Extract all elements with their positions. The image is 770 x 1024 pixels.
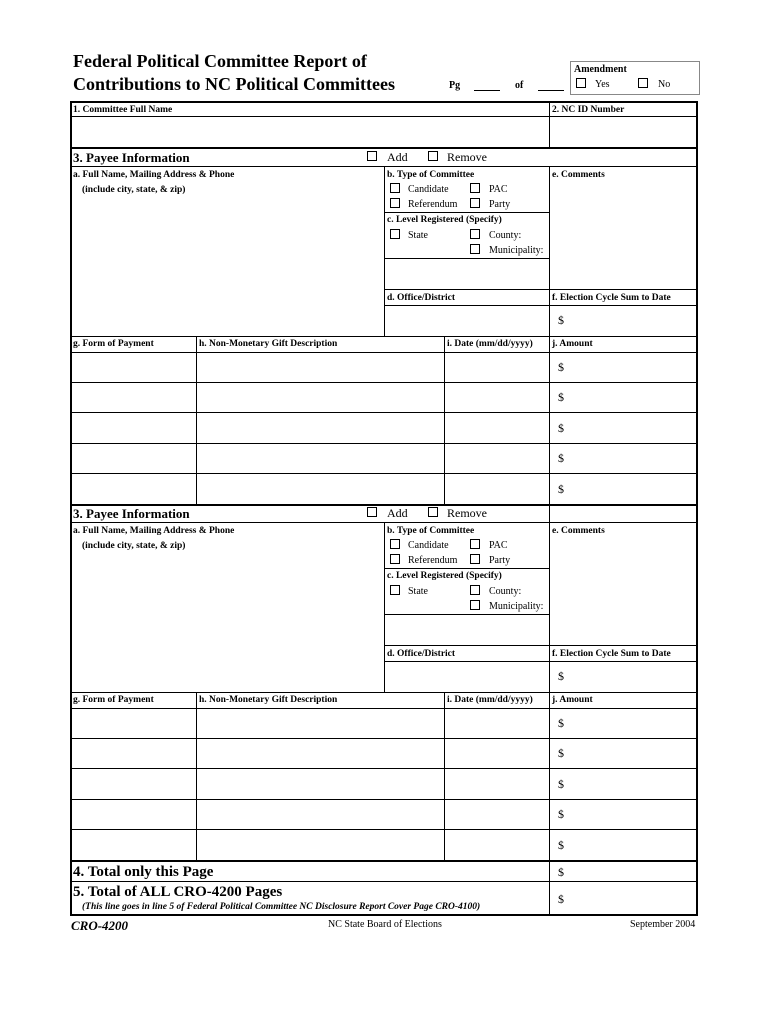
county-label: County:: [489, 586, 522, 597]
pac-label: PAC: [489, 540, 508, 551]
all-pages-total-label: 5. Total of ALL CRO-4200 Pages: [73, 884, 283, 900]
level-registered-label: c. Level Registered (Specify): [387, 215, 502, 225]
payee-add-label: Add: [387, 150, 408, 164]
page-total-label: 4. Total only this Page: [73, 864, 214, 880]
amount-currency: $: [558, 746, 564, 760]
party-label: Party: [489, 199, 511, 210]
candidate-checkbox[interactable]: [390, 539, 400, 549]
payee-add-label: Add: [387, 506, 408, 520]
payee-remove-label: Remove: [447, 506, 487, 520]
payee-heading: 3. Payee Information: [73, 506, 190, 521]
pg-number-field[interactable]: [474, 90, 500, 91]
gift-description-label: h. Non-Monetary Gift Description: [199, 695, 338, 705]
office-district-field[interactable]: [386, 307, 548, 335]
payee-remove-label: Remove: [447, 150, 487, 164]
candidate-label: Candidate: [408, 184, 449, 195]
date-label: i. Date (mm/dd/yyyy): [447, 695, 533, 705]
office-district-label: d. Office/District: [387, 649, 456, 659]
form-of-payment-label: g. Form of Payment: [73, 695, 154, 705]
party-label: Party: [489, 555, 511, 566]
state-label: State: [408, 230, 428, 241]
payee-remove-checkbox[interactable]: [428, 151, 438, 161]
election-cycle-field[interactable]: [570, 307, 696, 335]
municipality-label: Municipality:: [489, 601, 544, 612]
table-row[interactable]: [72, 475, 695, 502]
of-label: of: [515, 80, 524, 91]
office-district-field[interactable]: [386, 663, 548, 691]
table-row[interactable]: [72, 445, 695, 472]
municipality-checkbox[interactable]: [470, 600, 480, 610]
nc-id-label: 2. NC ID Number: [552, 105, 625, 115]
page-total-field[interactable]: [570, 862, 696, 880]
amount-currency: $: [558, 421, 564, 435]
pac-checkbox[interactable]: [470, 539, 480, 549]
form-title-line1: Federal Political Committee Report of: [73, 51, 367, 71]
table-row[interactable]: [72, 354, 695, 381]
election-cycle-field[interactable]: [570, 663, 696, 691]
payee-add-checkbox[interactable]: [367, 507, 377, 517]
payee-add-checkbox[interactable]: [367, 151, 377, 161]
form-title-line2: Contributions to NC Political Committees: [73, 74, 395, 94]
referendum-checkbox[interactable]: [390, 198, 400, 208]
amount-currency: $: [558, 807, 564, 821]
revision-date: September 2004: [630, 919, 696, 930]
amount-currency: $: [558, 360, 564, 374]
state-checkbox[interactable]: [390, 585, 400, 595]
total-note: (This line goes in line 5 of Federal Political Committee NC Disclosure Report Cover Page CRO-4100): [82, 902, 481, 912]
table-row[interactable]: [72, 710, 695, 737]
table-row[interactable]: [72, 801, 695, 828]
municipality-label: Municipality:: [489, 245, 544, 256]
county-checkbox[interactable]: [470, 585, 480, 595]
payee-name-field[interactable]: [72, 554, 383, 691]
table-row[interactable]: [72, 414, 695, 441]
level-registered-label: c. Level Registered (Specify): [387, 571, 502, 581]
level-specify-field[interactable]: [386, 616, 548, 644]
date-label: i. Date (mm/dd/yyyy): [447, 339, 533, 349]
county-label: County:: [489, 230, 522, 241]
form-of-payment-label: g. Form of Payment: [73, 339, 154, 349]
referendum-label: Referendum: [408, 555, 458, 566]
form-id: CRO-4200: [71, 918, 129, 933]
committee-type-label: b. Type of Committee: [387, 170, 475, 180]
comments-field[interactable]: [551, 538, 696, 644]
committee-name-label: 1. Committee Full Name: [73, 105, 173, 115]
table-row[interactable]: [72, 384, 695, 411]
municipality-checkbox[interactable]: [470, 244, 480, 254]
election-cycle-label: f. Election Cycle Sum to Date: [552, 293, 671, 303]
page-total-currency: $: [558, 865, 564, 879]
amendment-no-label: No: [658, 79, 671, 90]
table-row[interactable]: [72, 770, 695, 797]
level-specify-field[interactable]: [386, 260, 548, 288]
amount-label: j. Amount: [552, 695, 593, 705]
amendment-yes-label: Yes: [595, 79, 610, 90]
payee-name-label: a. Full Name, Mailing Address & Phone: [73, 170, 235, 180]
all-pages-total-currency: $: [558, 892, 564, 906]
referendum-label: Referendum: [408, 199, 458, 210]
candidate-label: Candidate: [408, 540, 449, 551]
amount-currency: $: [558, 777, 564, 791]
payee-heading: 3. Payee Information: [73, 150, 190, 165]
agency-name: NC State Board of Elections: [328, 919, 442, 930]
state-label: State: [408, 586, 428, 597]
amount-currency: $: [558, 482, 564, 496]
election-cycle-currency: $: [558, 669, 564, 683]
amount-label: j. Amount: [552, 339, 593, 349]
pg-label: Pg: [449, 80, 461, 91]
payee-name-field[interactable]: [72, 198, 383, 335]
party-checkbox[interactable]: [470, 554, 480, 564]
pac-checkbox[interactable]: [470, 183, 480, 193]
gift-description-label: h. Non-Monetary Gift Description: [199, 339, 338, 349]
payee-name-sublabel: (include city, state, & zip): [82, 541, 186, 551]
county-checkbox[interactable]: [470, 229, 480, 239]
committee-name-field[interactable]: [72, 118, 548, 147]
committee-type-label: b. Type of Committee: [387, 526, 475, 536]
referendum-checkbox[interactable]: [390, 554, 400, 564]
payee-name-label: a. Full Name, Mailing Address & Phone: [73, 526, 235, 536]
pac-label: PAC: [489, 184, 508, 195]
election-cycle-label: f. Election Cycle Sum to Date: [552, 649, 671, 659]
pg-total-field[interactable]: [538, 90, 564, 91]
comments-field[interactable]: [551, 182, 696, 288]
nc-id-field[interactable]: [551, 118, 696, 147]
election-cycle-currency: $: [558, 313, 564, 327]
all-pages-total-field[interactable]: [570, 883, 696, 914]
candidate-checkbox[interactable]: [390, 183, 400, 193]
amendment-label: Amendment: [574, 64, 627, 75]
office-district-label: d. Office/District: [387, 293, 456, 303]
state-checkbox[interactable]: [390, 229, 400, 239]
amount-currency: $: [558, 451, 564, 465]
table-row[interactable]: [72, 740, 695, 767]
comments-label: e. Comments: [552, 526, 605, 536]
amount-currency: $: [558, 716, 564, 730]
amount-currency: $: [558, 838, 564, 852]
comments-label: e. Comments: [552, 170, 605, 180]
table-row[interactable]: [72, 831, 695, 858]
payee-remove-checkbox[interactable]: [428, 507, 438, 517]
payee-name-sublabel: (include city, state, & zip): [82, 185, 186, 195]
amendment-no-checkbox[interactable]: [638, 78, 648, 88]
party-checkbox[interactable]: [470, 198, 480, 208]
amendment-yes-checkbox[interactable]: [576, 78, 586, 88]
amount-currency: $: [558, 390, 564, 404]
